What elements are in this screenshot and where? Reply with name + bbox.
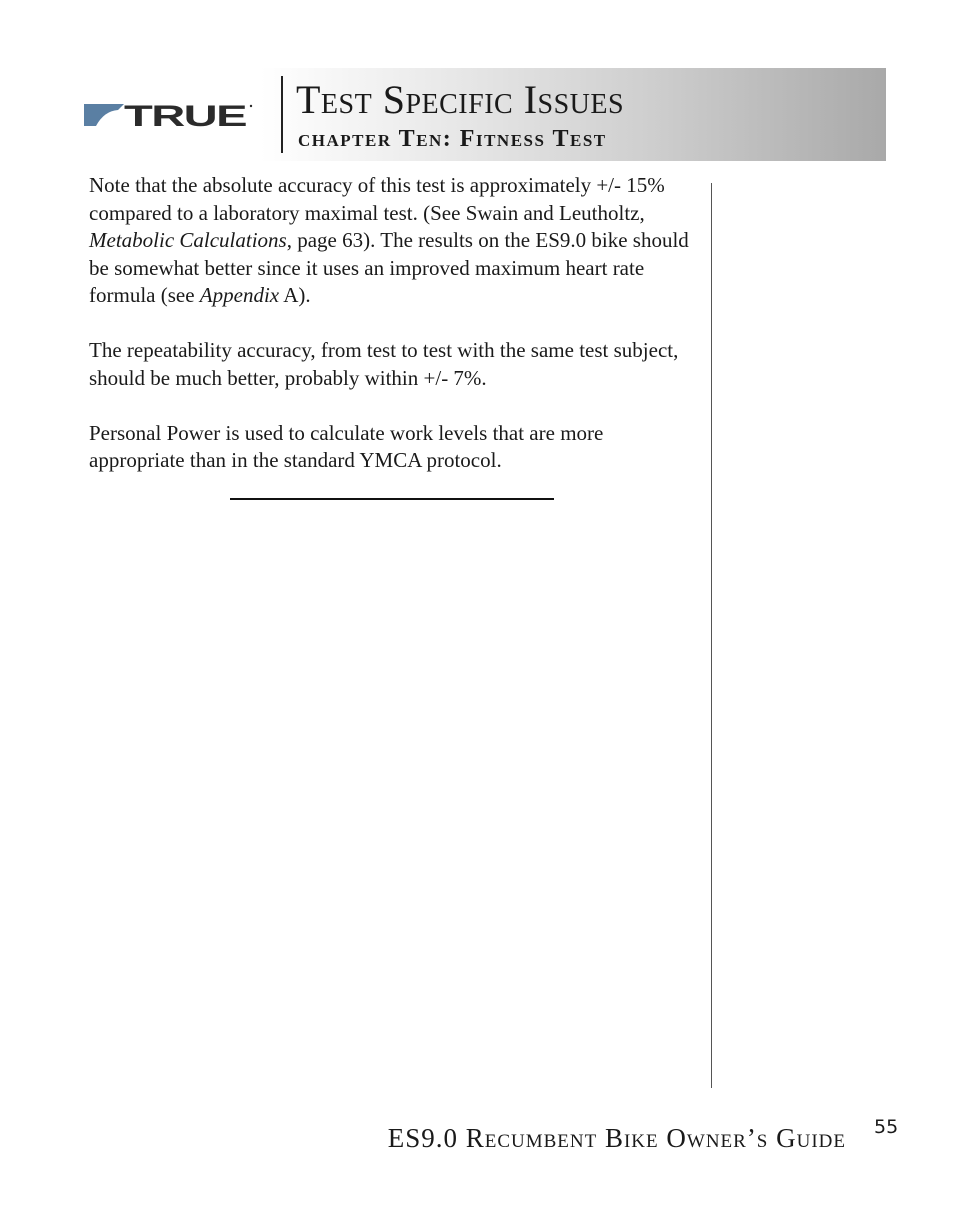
page-title: Test Specific Issues — [296, 77, 625, 122]
true-logo-wordmark: TRUE — [124, 100, 246, 130]
footer-guide-title: ES9.0 Recumbent Bike Owner’s Guide — [387, 1123, 846, 1153]
book-title: Metabolic Calculations — [89, 228, 287, 252]
page-number: 55 — [874, 1116, 899, 1138]
paragraph-accuracy: Note that the absolute accuracy of this test is approximately +/- 15% compared to a laboratory maximal test. (See Swain and Leutholtz, Metabolic Calculations, page 63). The results on the ES9.0 bike should be somewhat better since it uses an improved maximum heart rate formula (see Appendix A). — [89, 173, 689, 307]
true-logo-swoosh-icon — [84, 104, 124, 126]
true-logo — [84, 100, 254, 130]
appendix-reference: Appendix — [199, 283, 280, 307]
chapter-subtitle: chapter Ten: Fitness Test — [298, 126, 607, 152]
main-content — [89, 172, 701, 502]
column-divider — [711, 183, 712, 1088]
header-divider — [281, 76, 283, 153]
paragraph-personal-power: Personal Power is used to calculate work levels that are more appropriate than in the standard YMCA protocol. — [89, 420, 604, 472]
section-end-rule — [230, 498, 554, 500]
paragraph-repeatability: The repeatability accuracy, from test to test with the same test subject, should be much better, probably within +/- 7%. — [89, 338, 679, 390]
